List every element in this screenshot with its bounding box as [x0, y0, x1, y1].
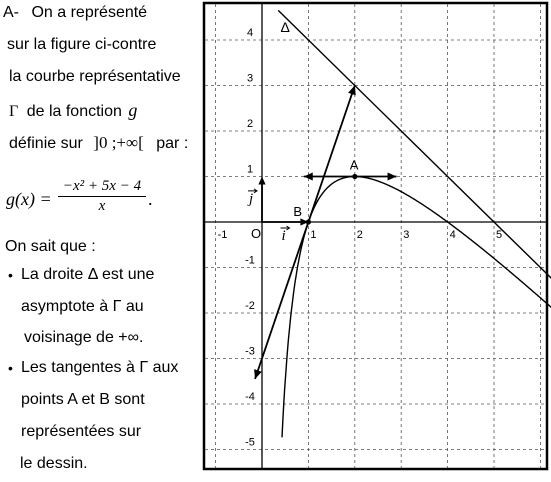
formula-lhs: g(x) =	[6, 189, 52, 209]
bullet-2-line-1: Les tangentes à Γ aux	[21, 359, 179, 376]
header-text: On a représenté	[31, 4, 148, 21]
y-tick-label: -1	[245, 254, 255, 267]
formula-numerator: −x² + 5x − 4	[58, 178, 146, 197]
intro-line-3: la courbe représentative	[9, 68, 181, 85]
formula-period: .	[148, 189, 153, 209]
tangent-at-b	[255, 86, 355, 379]
y-tick-label: 1	[246, 163, 254, 176]
asymptote-line	[278, 10, 551, 281]
y-tick-label: -4	[245, 391, 255, 403]
x-tick-label: 2	[356, 229, 363, 241]
x-tick-label: 5	[496, 229, 503, 241]
bullet-1-marker: •	[8, 267, 13, 283]
y-tick-label: -2	[245, 300, 255, 312]
y-tick-label: 2	[246, 118, 254, 130]
bullet-1-line-3: voisinage de +∞.	[24, 329, 144, 346]
bullet-2-line-2: points A et B sont	[21, 391, 145, 408]
domain-interval: ]0 ;+∞[	[93, 133, 144, 152]
intro-line-5-start: définie sur	[9, 135, 83, 152]
point-a-label: A	[349, 157, 359, 173]
asymptote-label: Δ	[280, 18, 290, 35]
y-tick-label: 3	[246, 72, 254, 85]
intro-line-2: sur la figure ci-contre	[7, 36, 157, 53]
bullet-1-line-1: La droite Δ est une	[21, 266, 155, 283]
x-tick-label: 3	[403, 229, 410, 241]
function-name: g	[128, 100, 138, 120]
point-b-label: B	[293, 204, 303, 219]
point-b	[306, 219, 311, 224]
origin-label: O	[251, 226, 262, 241]
y-tick-label: 4	[246, 27, 254, 39]
y-tick-label: -3	[245, 345, 255, 358]
on-sait-heading: On sait que :	[5, 238, 96, 255]
intro-line-5-end: par :	[156, 135, 189, 152]
vector-j-label: j	[249, 190, 254, 207]
bullet-2-marker: •	[8, 360, 13, 376]
gamma-symbol: Γ	[9, 103, 19, 120]
unit-vector-j-arrowhead	[258, 177, 265, 185]
y-tick-label: -5	[245, 436, 255, 449]
intro-line-4-text: de la fonction	[26, 103, 122, 120]
curve-gamma	[282, 177, 551, 438]
bullet-1-line-2: asymptote à Γ au	[21, 298, 144, 315]
section-label: A-	[3, 4, 19, 21]
bullet-2-line-3: représentées sur	[21, 423, 142, 440]
vector-i-label: i	[281, 228, 286, 244]
x-tick-label: -1	[217, 229, 228, 241]
x-tick-label: 4	[449, 229, 456, 241]
formula-denominator: x	[98, 198, 106, 214]
point-a	[352, 174, 357, 179]
x-tick-label: 1	[310, 229, 317, 241]
bullet-2-line-4: le dessin.	[20, 455, 88, 472]
